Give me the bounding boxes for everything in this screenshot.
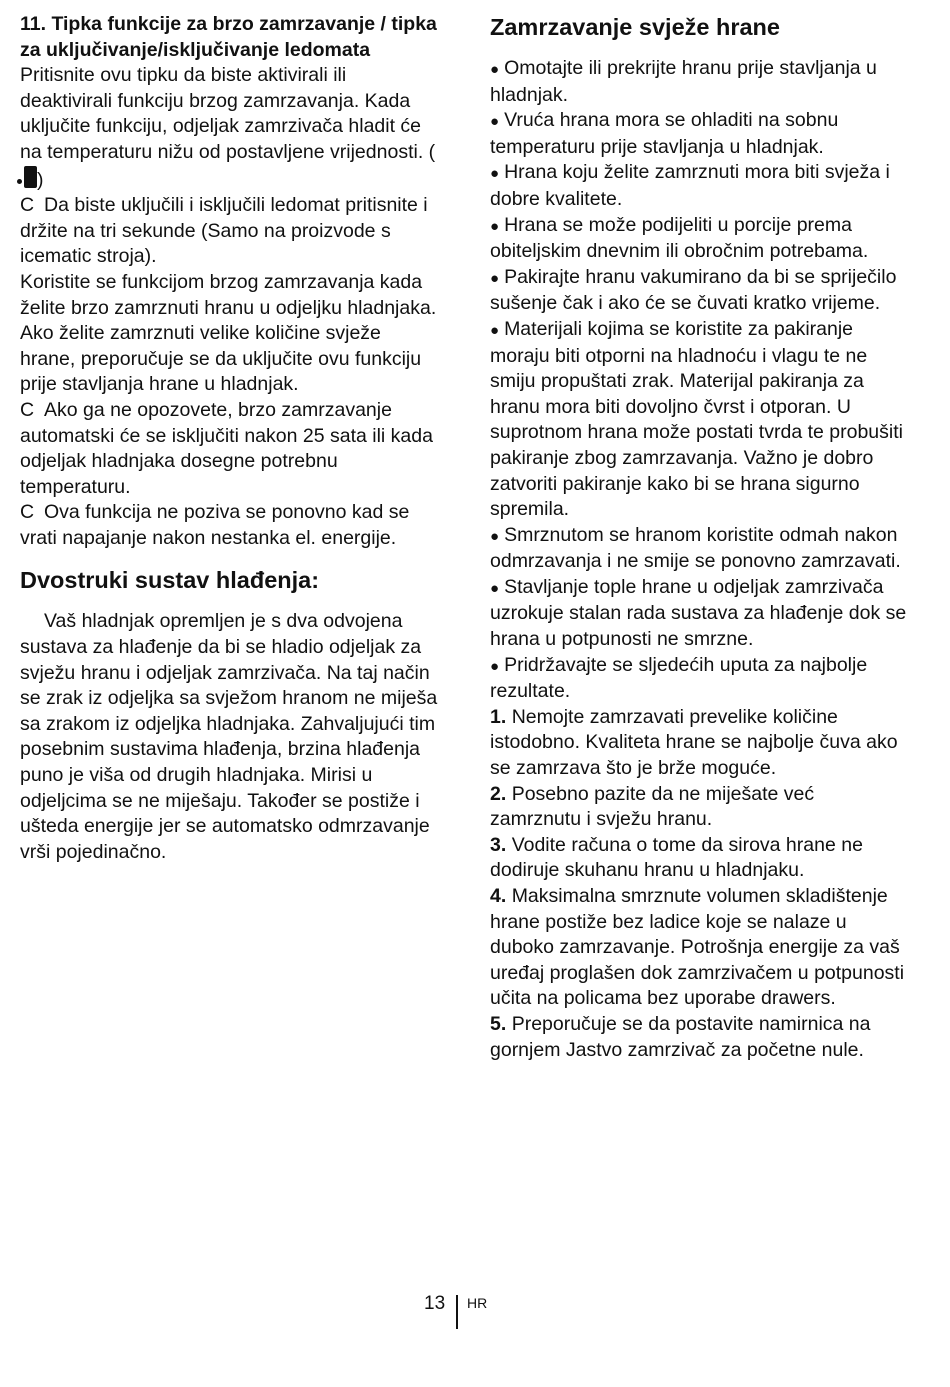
bullet-text: Omotajte ili prekrijte hranu prije stavljanja u hladnjak. xyxy=(490,57,877,106)
bullet-text: Hrana koju želite zamrznuti mora biti svježa i dobre kvalitete. xyxy=(490,161,890,210)
page-number: 13 xyxy=(424,1293,446,1314)
bullet-dot: ● xyxy=(490,61,500,78)
bullet-item xyxy=(490,653,910,705)
bullet-item xyxy=(490,56,910,108)
numbered-item xyxy=(490,833,910,884)
bullet-list xyxy=(490,56,910,705)
bullet-text: Pridržavajte se sljedećih uputa za najbolje rezultate. xyxy=(490,653,868,703)
bullet-item xyxy=(490,108,910,160)
item11-text-main: Pritisnite ovu tipku da biste aktivirali ili deaktivirali funkciju brzog zamrzavanja. Kada uključite funkciju, odjeljak zamrzivača hladit će na temperaturu nižu od postavljene vrijednosti. ( xyxy=(20,64,436,163)
footer-divider xyxy=(456,1295,458,1329)
numbered-item xyxy=(490,884,910,1012)
bullet-item xyxy=(490,575,910,653)
bullet-dot: ● xyxy=(490,321,500,339)
item-number: 2. xyxy=(490,782,507,805)
item-text: Vodite računa o tome da sirova hrane ne dodiruje skuhanu hranu u hladnjaku. xyxy=(490,833,863,882)
item-number: 5. xyxy=(490,1012,507,1035)
bullet-item xyxy=(490,160,910,212)
bullet-dot: ● xyxy=(490,579,500,597)
bullet-text: Pakirajte hranu vakumirano da bi se spriječilo sušenje čak i ako će se čuvati kratko vrijeme. xyxy=(490,265,897,315)
numbered-item xyxy=(490,705,910,782)
item-text: Posebno pazite da ne miješate već zamrznutu i svježu hranu. xyxy=(490,782,815,831)
note-marker: C xyxy=(20,501,35,524)
bullet-dot: ● xyxy=(490,527,500,545)
numbered-item xyxy=(490,782,910,833)
language-code: HR xyxy=(467,1295,488,1311)
bullet-dot: ● xyxy=(490,217,500,235)
note-marker: C xyxy=(20,398,35,421)
bullet-text: Smrznutom se hranom koristite odmah nakon odmrzavanja i ne smije se ponovno zamrzavati. xyxy=(490,523,901,573)
bullet-item xyxy=(490,265,910,317)
note-2-text: Ako ga ne opozovete, brzo zamrzavanje automatski će se isključiti nakon 25 sata ili kada odjeljak hladnjaka dosegne potrebnu temperaturu. xyxy=(20,398,433,498)
bullet-text: Vruća hrana mora se ohladiti na sobnu temperaturu prije stavljanja u hladnjak. xyxy=(490,109,839,158)
bullet-dot: ● xyxy=(490,269,500,287)
section-title-fresh-food-freezing: Zamrzavanje svježe hrane xyxy=(490,14,780,40)
item-text: Preporučuje se da postavite namirnica na gornjem Jastvo zamrzivač za početne nule. xyxy=(490,1012,871,1061)
paragraph-fast-freeze: Koristite se funkcijom brzog zamrzavanja kada želite brzo zamrznuti hranu u odjeljku hladnjaka. Ako želite zamrznuti velike količine svježe hrane, preporučuje se da uključite ovu funkciju prije stavljanja hrane u hladnjak. xyxy=(20,270,437,396)
item-text: Maksimalna smrznute volumen skladištenje hrane postiže bez ladice koje se nalaze u duboko zamrzavanje. Potrošnja energije za vaš uređaj proglašen dok zamrzivačem u potpunosti učita na policama bez uporabe drawers. xyxy=(490,885,905,1010)
fast-freeze-icon xyxy=(24,166,37,188)
bullet-dot: ● xyxy=(490,165,500,183)
item11-heading: 11. Tipka funkcije za brzo zamrzavanje / tipka za uključivanje/isključivanje ledomata xyxy=(20,13,437,61)
numbered-list xyxy=(490,705,910,1063)
item-number: 1. xyxy=(490,705,507,728)
note-3-text: Ova funkcija ne poziva se ponovno kad se vrati napajanje nakon nestanka el. energije. xyxy=(20,501,410,549)
bullet-item xyxy=(490,317,910,523)
bullet-dot: ● xyxy=(490,657,500,675)
section-title-dual-cooling: Dvostruki sustav hlađenja: xyxy=(20,567,320,594)
item-text: Nemojte zamrzavati prevelike količine istodobno. Kvaliteta hrane se najbolje čuva ako se zamrzava što je brže moguće. xyxy=(490,705,898,780)
bullet-text: Hrana se može podijeliti u porcije prema obiteljskim dnevnim ili obročnim potrebama. xyxy=(490,213,869,263)
dual-cooling-text: Vaš hladnjak opremljen je s dva odvojena sustava za hlađenje da bi se hladio odjeljak za svježu hranu i odjeljak zamrzivača. Na taj način se zrak iz odjeljka sa svježom hranom ne miješa sa zrakom iz odjeljka hladnjaka. Zahvaljujući tim posebnim sustavima hlađenja, brzina hlađenja puno je viša od drugih hladnjaka. Mirisi u odjeljcima se ne miješaju. Također se postiže i ušteda energije jer se automatsko odmrzavanje vrši pojedinačno. xyxy=(20,610,438,863)
note-1 xyxy=(20,193,440,270)
bullet-dot: ● xyxy=(490,113,500,131)
note-2 xyxy=(20,398,440,500)
left-column xyxy=(20,12,440,865)
bullet-text: Materijali kojima se koristite za pakiranje moraju biti otporni na hladnoću i vlagu te ne smiju propuštati zrak. Materijal pakiranja za hranu mora biti dovoljno čvrst i otporan. U suprotnom hrana može postati tvrda te probušiti pakiranje zbog zamrzavanja. Važno je dobro zatvoriti pakiranje kako bi se hrana sigurno spremila. xyxy=(490,317,903,521)
note-1-text: Da biste uključili i isključili ledomat pritisnite i držite na tri sekunde (Samo na proizvode s icematic stroja). xyxy=(20,194,428,268)
item11-text-close: ) xyxy=(37,168,44,191)
bullet-item xyxy=(490,213,910,265)
bullet-item xyxy=(490,523,910,575)
item-number: 4. xyxy=(490,885,507,907)
bullet-text: Stavljanje tople hrane u odjeljak zamrzivača uzrokuje stalan rada sustava za hlađenje dok se hrana u potpunosti ne smrzne. xyxy=(490,575,907,651)
item11-text xyxy=(20,63,440,193)
right-column xyxy=(490,12,910,1063)
item-number: 3. xyxy=(490,833,507,856)
note-marker: C xyxy=(20,194,35,217)
numbered-item xyxy=(490,1012,910,1063)
note-3 xyxy=(20,500,440,551)
